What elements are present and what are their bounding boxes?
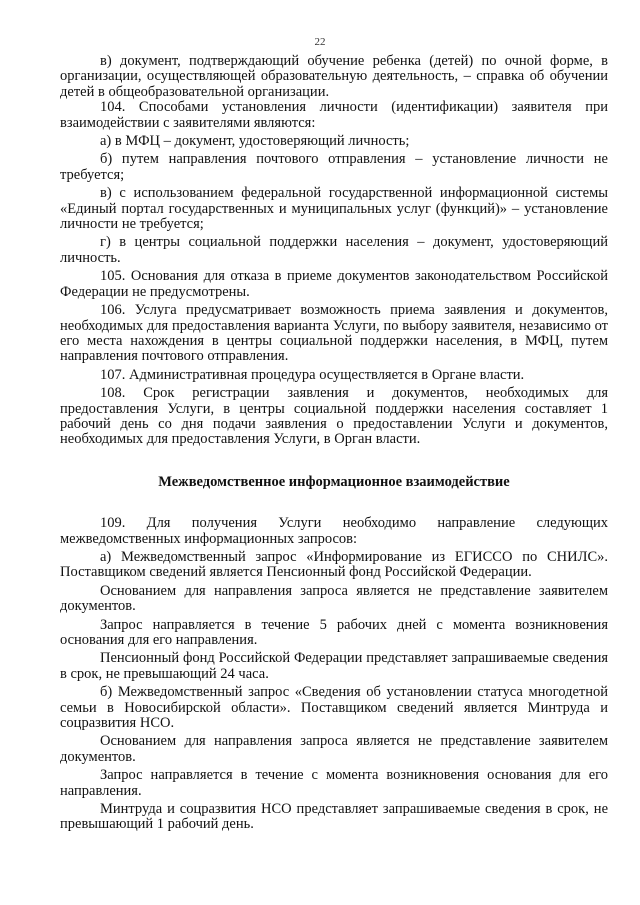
- paragraph: 109. Для получения Услуги необходимо направление следующих межведомственных информационных запросов:: [60, 515, 608, 547]
- paragraph: 108. Срок регистрации заявления и документов, необходимых для предоставления Услуги, в центры социальной поддержки населения составляет 1 рабочий день со дня подачи заявления о предоставлении Услуги и документов, необходимых для предоставления Услуги, в Орган власти.: [60, 385, 608, 448]
- paragraph: г) в центры социальной поддержки населения – документ, удостоверяющий личность.: [60, 234, 608, 266]
- paragraph: 106. Услуга предусматривает возможность приема заявления и документов, необходимых для предоставления варианта Услуги, по выбору заявителя, независимо от его места нахождения в центры социальной поддержки населения, в МФЦ, путем направления почтового отправления.: [60, 302, 608, 365]
- paragraph: а) Межведомственный запрос «Информирование из ЕГИССО по СНИЛС». Поставщиком сведений является Пенсионный фонд Российской Федерации.: [60, 548, 608, 581]
- section-heading: Межведомственное информационное взаимодействие: [158, 473, 510, 490]
- paragraph: в) с использованием федеральной государственной информационной системы «Единый портал государственных и муниципальных услуг (функций)» – установление личности не требуется;: [60, 185, 608, 233]
- paragraph: Пенсионный фонд Российской Федерации представляет запрашиваемые сведения в срок, не превышающий 24 часа.: [60, 650, 608, 682]
- paragraph: Запрос направляется в течение 5 рабочих дней с момента возникновения основания для его направления.: [60, 616, 608, 648]
- paragraph: Основанием для направления запроса является не представление заявителем документов.: [60, 582, 608, 615]
- document-body: [60, 54, 608, 833]
- page-number: 22: [314, 36, 326, 48]
- paragraph: б) Межведомственный запрос «Сведения об установлении статуса многодетной семьи в Новосибирской области». Поставщиком сведений является Минтруда и соцразвития НСО.: [60, 684, 608, 732]
- paragraph: в) документ, подтверждающий обучение ребенка (детей) по очной форме, в организации, осуществляющей образовательную деятельность, – справка об обучении детей в общеобразовательной организации.: [60, 53, 608, 100]
- paragraph: Основанием для направления запроса является не представление заявителем документов.: [60, 733, 608, 765]
- paragraph: а) в МФЦ – документ, удостоверяющий личность;: [100, 133, 410, 150]
- paragraph: 107. Административная процедура осуществляется в Органе власти.: [100, 366, 525, 383]
- paragraph: 104. Способами установления личности (идентификации) заявителя при взаимодействии с заявителями являются:: [60, 99, 608, 131]
- paragraph: Запрос направляется в течение с момента возникновения основания для его направления.: [60, 767, 608, 799]
- paragraph: 105. Основания для отказа в приеме документов законодательством Российской Федерации не предусмотрены.: [60, 268, 608, 300]
- paragraph: б) путем направления почтового отправления – установление личности не требуется;: [60, 151, 608, 183]
- paragraph: Минтруда и соцразвития НСО представляет запрашиваемые сведения в срок, не превышающий 1 рабочий день.: [60, 801, 608, 833]
